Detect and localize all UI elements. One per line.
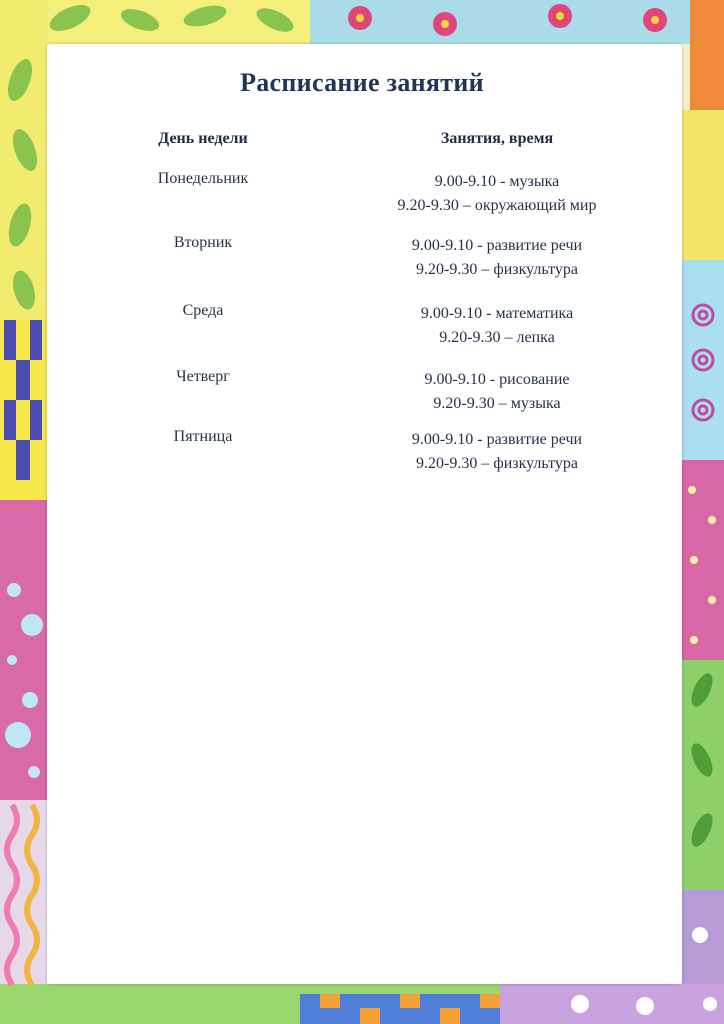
lesson-line: 9.00-9.10 - музыка — [434, 173, 560, 190]
lessons-cell — [356, 428, 638, 476]
column-header-day: День недели — [158, 130, 248, 147]
day-name: Пятница — [173, 428, 233, 445]
day-name: Среда — [182, 302, 224, 319]
lesson-line: 9.20-9.30 – физкультура — [416, 455, 578, 472]
lessons-cell — [356, 302, 638, 350]
lesson-line: 9.20-9.30 – лепка — [439, 329, 555, 346]
lesson-line: 9.00-9.10 - математика — [420, 305, 574, 322]
lesson-line: 9.20-9.30 – музыка — [433, 395, 561, 412]
lesson-line: 9.00-9.10 - рисование — [424, 371, 570, 388]
day-name: Четверг — [176, 368, 230, 385]
day-name: Вторник — [173, 234, 233, 251]
lessons-cell — [356, 170, 638, 218]
lesson-line: 9.20-9.30 – окружающий мир — [397, 197, 597, 214]
lessons-cell — [356, 368, 638, 416]
lesson-line: 9.00-9.10 - развитие речи — [411, 237, 583, 254]
column-header-lessons: Занятия, время — [440, 130, 554, 147]
lesson-line: 9.00-9.10 - развитие речи — [411, 431, 583, 448]
lessons-cell — [356, 234, 638, 282]
page-title: Расписание занятий — [240, 68, 484, 97]
lesson-line: 9.20-9.30 – физкультура — [416, 261, 578, 278]
day-name: Понедельник — [157, 170, 249, 187]
